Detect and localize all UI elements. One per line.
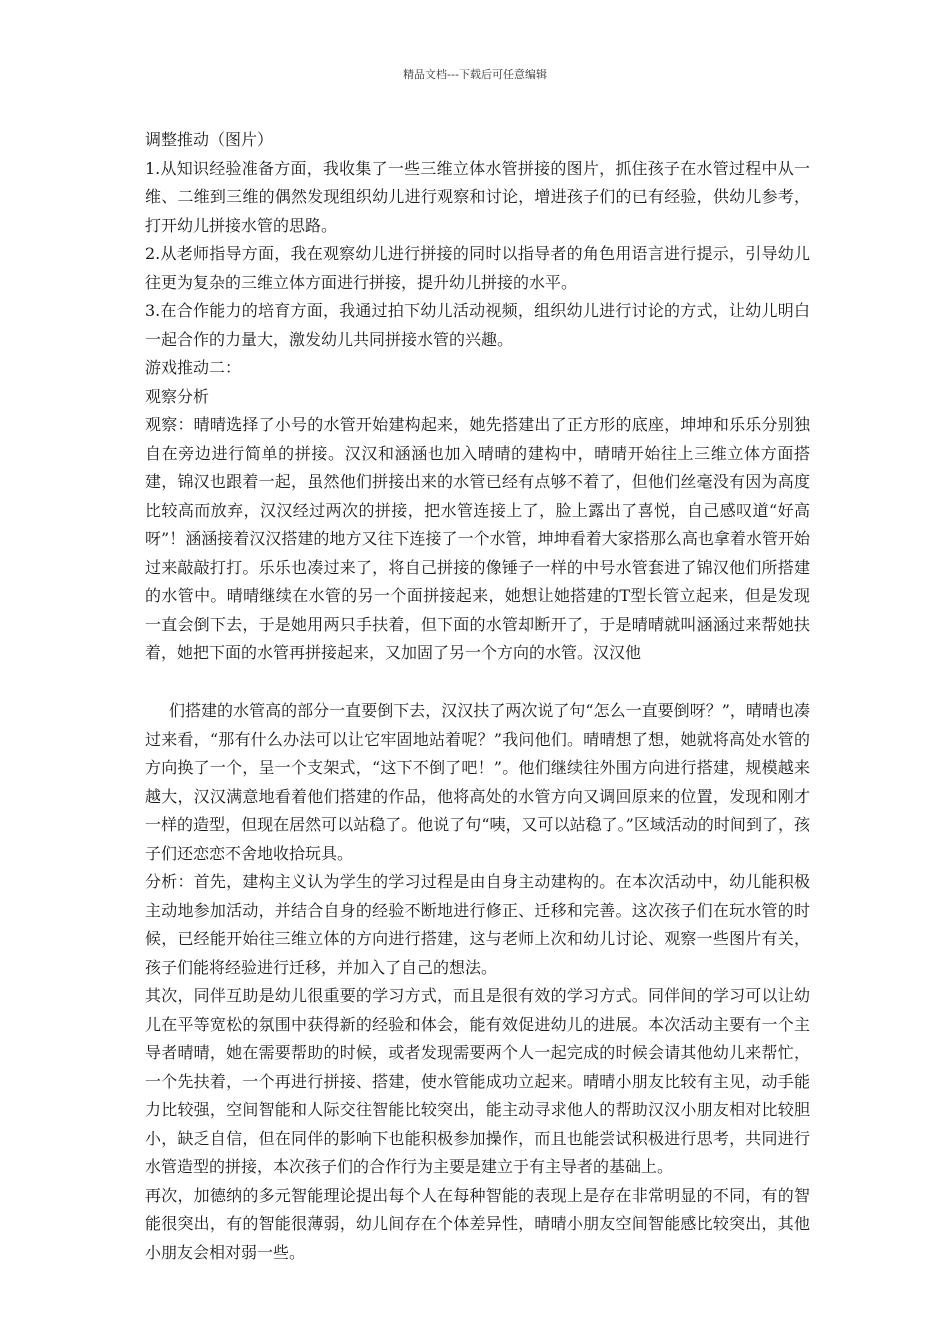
analysis-paragraph-2: 其次，同伴互助是幼儿很重要的学习方式，而且是很有效的学习方式。同伴间的学习可以让幼儿在平等宽松的氛围中获得新的经验和体会，能有效促进幼儿的进展。本次活动主要有一个主导者晴晴，她在需要帮助的时候，或者发现需要两个人一起完成的时候会请其他幼儿来帮忙，一个先扶着，一个再进行拼接、搭建，使水管能成功立起来。晴晴小朋友比较有主见，动手能力比较强，空间智能和人际交往智能比较突出，能主动寻求他人的帮助汉汉小朋友相对比较胆小，缺乏自信，但在同伴的影响下也能积极参加操作，而且也能尝试积极进行思考，共同进行水管造型的拼接，本次孩子们的合作行为主要是建立于有主导者的基础上。	[145, 986, 810, 1176]
paragraph-2: 2.从老师指导方面，我在观察幼儿进行拼接的同时以指导者的角色用语言进行提示，引导幼儿往更为复杂的三维立体方面进行拼接，提升幼儿拼接的水平。	[145, 244, 810, 292]
paragraph-1: 1.从知识经验准备方面，我收集了一些三维立体水管拼接的图片，抓住孩子在水管过程中从一维、二维到三维的偶然发现组织幼儿进行观察和讨论，增进孩子们的已有经验，供幼儿参考，打开幼儿拼接水管的思路。	[145, 158, 810, 235]
document-body-part1	[145, 126, 810, 668]
analysis-paragraph-1: 分析：首先，建构主义认为学生的学习过程是由自身主动建构的。在本次活动中，幼儿能积极主动地参加活动，并结合自身的经验不断地进行修正、迁移和完善。这次孩子们在玩水管的时候，已经能开始往三维立体的方向进行搭建，这与老师上次和幼儿讨论、观察一些图片有关，孩子们能将经验进行迁移，并加入了自己的想法。	[145, 872, 810, 977]
continuation-paragraph: 们搭建的水管高的部分一直要倒下去，汉汉扶了两次说了句“怎么一直要倒呀？”，晴晴也凑过来看，“那有什么办法可以让它牢固地站着呢？”我问他们。晴晴想了想，她就将高处水管的方向换了一个，呈一个支架式，“这下不倒了吧！”。他们继续往外围方向进行搭建，规模越来越大，汉汉满意地看着他们搭建的作品，他将高处的水管方向又调回原来的位置，发现和刚才一样的造型，但现在居然可以站稳了。他说了句“咦，又可以站稳了。”区域活动的时间到了，孩子们还恋恋不舍地收拾玩具。	[145, 701, 810, 863]
page-header: 精品文档---下载后可任意编辑	[403, 68, 547, 81]
observation-paragraph: 观察：晴晴选择了小号的水管开始建构起来，她先搭建出了正方形的底座，坤坤和乐乐分别独自在旁边进行简单的拼接。汉汉和涵涵也加入晴晴的建构中，晴晴开始往上三维立体方面搭建，锦汉也跟着一起，虽然他们拼接出来的水管已经有点够不着了，但他们丝毫没有因为高度比较高而放弃，汉汉经过两次的拼接，把水管连接上了，脸上露出了喜悦，自己感叹道“好高呀”！涵涵接着汉汉搭建的地方又往下连接了一个水管，坤坤看着大家搭那么高也拿着水管开始过来敲敲打打。乐乐也凑过来了，将自己拼接的像锤子一样的中号水管套进了锦汉他们所搭建的水管中。晴晴继续在水管的另一个面拼接起来，她想让她搭建的T型长管立起来，但是发现一直会倒下去，于是她用两只手扶着，但下面的水管却断开了，于是晴晴就叫涵涵过来帮她扶着，她把下面的水管再拼接起来，又加固了另一个方向的水管。汉汉他	[145, 415, 810, 662]
analysis-paragraph-3: 再次，加德纳的多元智能理论提出每个人在每种智能的表现上是存在非常明显的不同，有的智能很突出，有的智能很薄弱，幼儿间存在个体差异性，晴晴小朋友空间智能感比较突出，其他小朋友会相对弱一些。	[145, 1185, 810, 1262]
subheading: 观察分析	[145, 386, 210, 406]
paragraph-3: 3.在合作能力的培育方面，我通过拍下幼儿活动视频，组织幼儿进行讨论的方式，让幼儿明白一起合作的力量大，激发幼儿共同拼接水管的兴趣。	[145, 301, 810, 349]
document-body-part2	[145, 697, 810, 1267]
section-heading-2: 游戏推动二：	[145, 358, 242, 377]
section-heading: 调整推动（图片）	[145, 130, 274, 149]
